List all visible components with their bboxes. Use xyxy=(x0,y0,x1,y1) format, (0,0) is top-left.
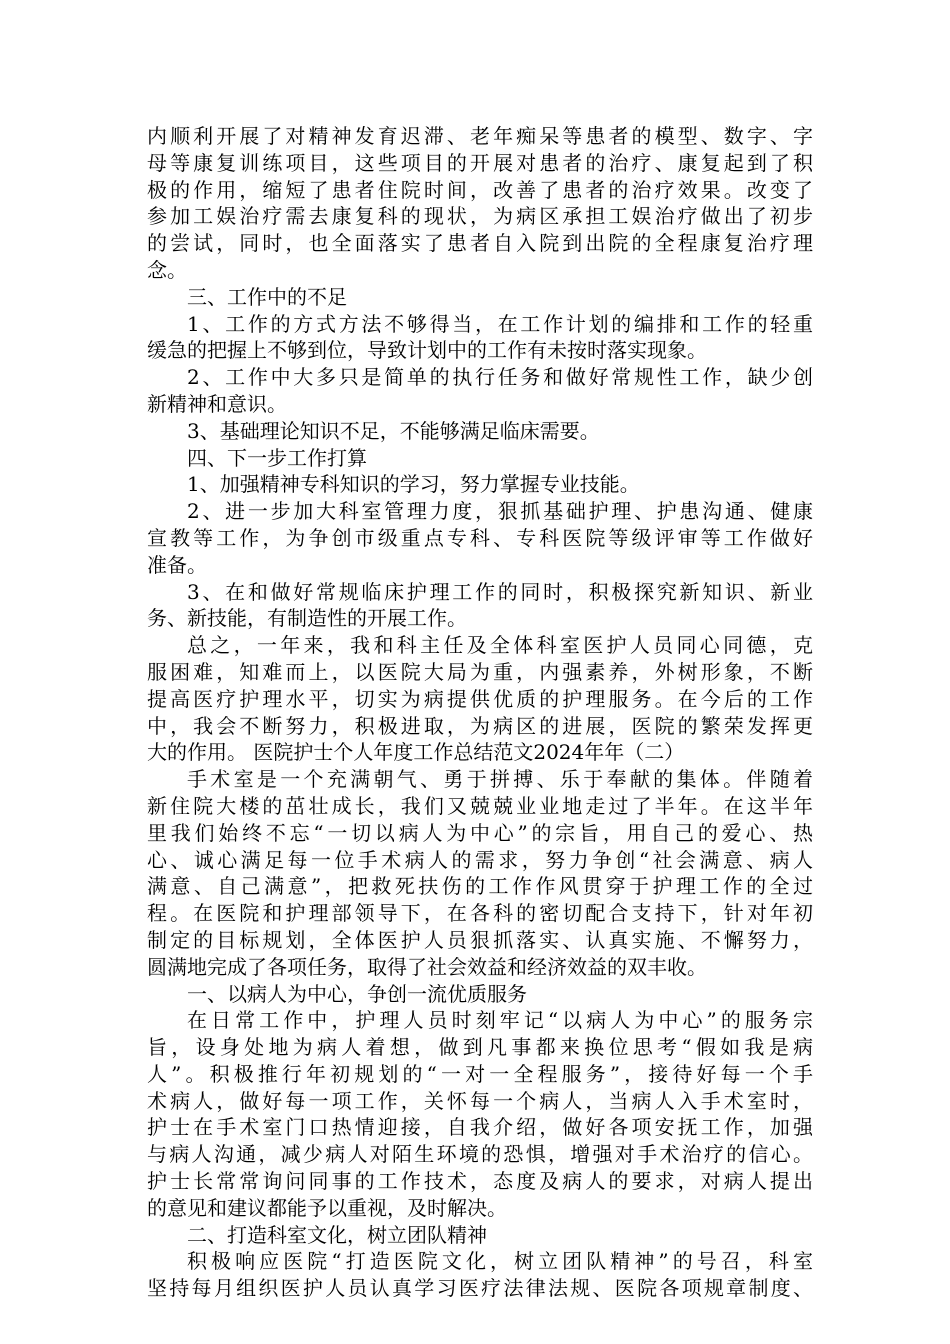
text-line: 3、在和做好常规临床护理工作的同时，积极探究新知识、新业 xyxy=(187,579,813,604)
document-body xyxy=(147,123,813,1302)
text-line: 3、基础理论知识不足，不能够满足临床需要。 xyxy=(187,418,600,443)
text-line: 2、进一步加大科室管理力度，狠抓基础护理、护患沟通、健康 xyxy=(187,499,813,524)
text-line: 的尝试，同时，也全面落实了患者自入院到出院的全程康复治疗理 xyxy=(147,231,813,256)
text-line: 制定的目标规划，全体医护人员狠抓落实、认真实施、不懈努力， xyxy=(147,927,813,952)
text-line: 的意见和建议都能予以重视，及时解决。 xyxy=(147,1195,507,1220)
text-line: 1、工作的方式方法不够得当，在工作计划的编排和工作的轻重 xyxy=(187,311,813,336)
text-line: 准备。 xyxy=(147,552,207,577)
text-line: 中，我会不断努力，积极进取，为病区的进展，医院的繁荣发挥更 xyxy=(147,713,813,738)
text-line: 护士在手术室门口热情迎接，自我介绍，做好各项安抚工作，加强 xyxy=(147,1115,813,1140)
text-line: 新住院大楼的茁壮成长，我们又兢兢业业地走过了半年。在这半年 xyxy=(147,793,813,818)
text-line: 新精神和意识。 xyxy=(147,391,287,416)
text-line: 一、以病人为中心，争创一流优质服务 xyxy=(187,981,527,1006)
text-line: 总之，一年来，我和科主任及全体科室医护人员同心同德，克 xyxy=(187,633,813,658)
text-line: 参加工娱治疗需去康复科的现状，为病区承担工娱治疗做出了初步 xyxy=(147,204,813,229)
text-line: 三、工作中的不足 xyxy=(187,284,347,309)
text-line: 人”。积极推行年初规划的“一对一全程服务”，接待好每一个手 xyxy=(147,1061,813,1086)
text-line: 术病人，做好每一项工作，关怀每一个病人，当病人入手术室时， xyxy=(147,1088,813,1113)
text-line: 与病人沟通，减少病人对陌生环境的恐惧，增强对手术治疗的信心。 xyxy=(147,1142,813,1167)
text-line: 务、新技能，有制造性的开展工作。 xyxy=(147,606,467,631)
text-line: 四、下一步工作打算 xyxy=(187,445,367,470)
text-line: 大的作用。 医院护士个人年度工作总结范文2024年年（二） xyxy=(147,740,685,765)
text-line: 宣教等工作，为争创市级重点专科、专科医院等级评审等工作做好 xyxy=(147,525,813,550)
text-line: 在日常工作中，护理人员时刻牢记“以病人为中心”的服务宗 xyxy=(187,1008,813,1033)
text-line: 里我们始终不忘“一切以病人为中心”的宗旨，用自己的爱心、热 xyxy=(147,820,813,845)
text-line: 心、诚心满足每一位手术病人的需求，努力争创“社会满意、病人 xyxy=(147,847,813,872)
text-line: 程。在医院和护理部领导下，在各科的密切配合支持下，针对年初 xyxy=(147,901,813,926)
text-line: 2、工作中大多只是简单的执行任务和做好常规性工作，缺少创 xyxy=(187,365,813,390)
text-line: 内顺利开展了对精神发育迟滞、老年痴呆等患者的模型、数字、字 xyxy=(147,124,813,148)
text-line: 极的作用，缩短了患者住院时间，改善了患者的治疗效果。改变了 xyxy=(147,177,813,202)
text-line: 服困难，知难而上，以医院大局为重，内强素养，外树形象，不断 xyxy=(147,659,813,684)
text-line: 二、打造科室文化，树立团队精神 xyxy=(187,1222,487,1247)
text-line: 提高医疗护理水平，切实为病提供优质的护理服务。在今后的工作 xyxy=(147,686,813,711)
text-line: 满意、自己满意”，把救死扶伤的工作作风贯穿于护理工作的全过 xyxy=(147,874,813,899)
text-line: 坚持每月组织医护人员认真学习医疗法律法规、医院各项规章制度、 xyxy=(147,1276,813,1301)
text-line: 1、加强精神专科知识的学习，努力掌握专业技能。 xyxy=(187,472,640,497)
text-line: 圆满地完成了各项任务，取得了社会效益和经济效益的双丰收。 xyxy=(147,954,707,979)
text-line: 缓急的把握上不够到位，导致计划中的工作有未按时落实现象。 xyxy=(147,338,707,363)
text-line: 念。 xyxy=(147,257,187,282)
text-line: 护士长常常询问同事的工作技术，态度及病人的要求，对病人提出 xyxy=(147,1169,813,1194)
text-line: 积极响应医院“打造医院文化，树立团队精神”的号召，科室 xyxy=(187,1249,813,1274)
text-line: 手术室是一个充满朝气、勇于拼搏、乐于奉献的集体。伴随着 xyxy=(187,767,813,792)
text-line: 母等康复训练项目，这些项目的开展对患者的治疗、康复起到了积 xyxy=(147,150,813,175)
text-line: 旨，设身处地为病人着想，做到凡事都来换位思考“假如我是病 xyxy=(147,1035,813,1060)
